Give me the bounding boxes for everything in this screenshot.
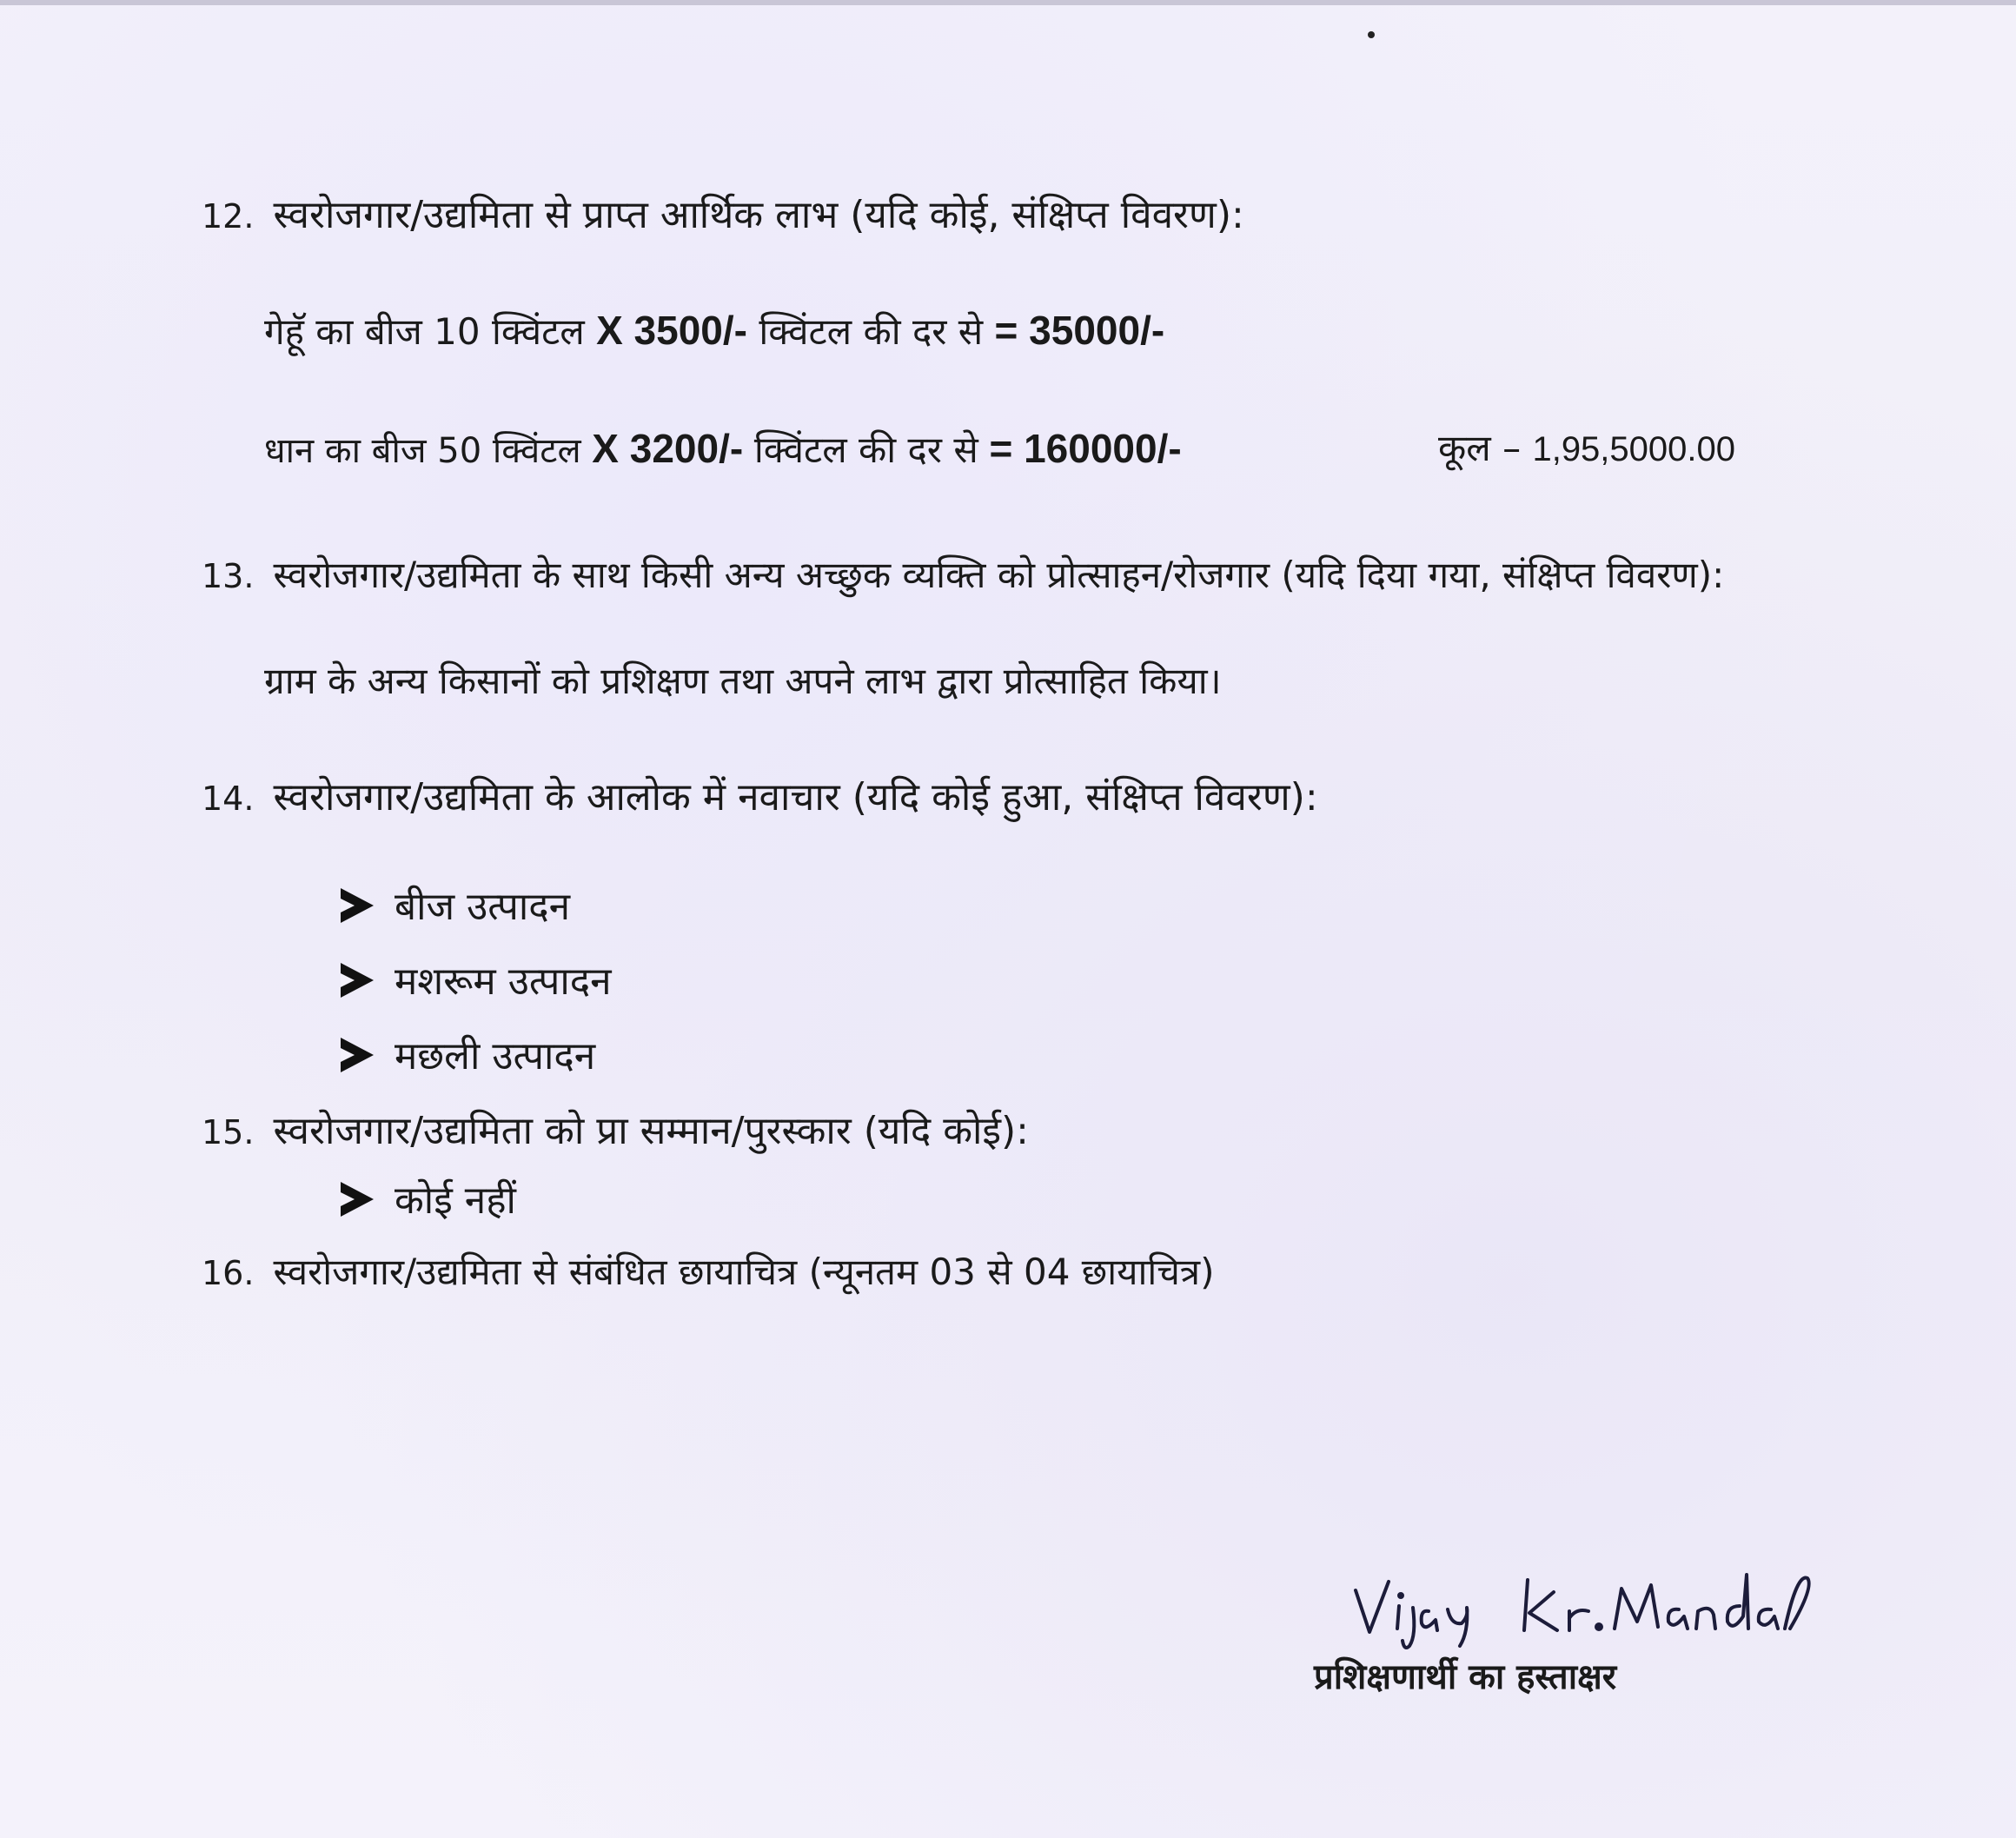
item-13-heading (202, 551, 1724, 601)
total-amount (1438, 424, 1735, 474)
item-12-heading (202, 191, 1244, 241)
item-15-label: स्वरोजगार/उद्यमिता को प्रा‍ सम्मान/पुरस्कार (यदि कोई): (273, 1109, 1029, 1153)
item-16-label: स्वरोजगार/उद्यमिता से संबंधित छायाचित्र (न्यूनतम 03 से 04 छायाचित्र) (273, 1251, 1215, 1293)
wheat-text: गेहूॅ का बीज 10 क्विंटल (264, 310, 585, 353)
handwritten-signature (1345, 1556, 1832, 1651)
ink-dot (1368, 31, 1375, 38)
arrow-bullet-icon (341, 1038, 374, 1072)
item-13-label: स्वरोजगार/उद्यमिता के साथ किसी अन्य अच्छुक व्यक्ति को प्रोत्साहन/रोजगार (यदि दिया गया, संक्षिप्त विवरण): (273, 554, 1725, 596)
arrow-bullet-icon (341, 1182, 374, 1217)
bullet-text: बीज उत्पादन (395, 885, 570, 929)
item-13-number: 13. (202, 557, 255, 595)
innovation-bullet-3 (341, 1032, 595, 1081)
paddy-amount: = 160000/- (989, 426, 1182, 471)
paddy-rate-text: क्विंटल की दर से (753, 428, 978, 471)
bullet-text: मछली उत्पादन (395, 1034, 596, 1078)
paddy-rate: X 3200/- (592, 426, 744, 471)
innovation-bullet-2 (341, 958, 612, 1006)
bullet-text: मशरूम उत्पादन (395, 959, 612, 1004)
item-12-wheat-line (264, 306, 1164, 356)
wheat-amount: = 35000/- (994, 308, 1165, 353)
item-12-number: 12. (202, 197, 255, 236)
item-14-label: स्वरोजगार/उद्यमिता के आलोक में नवाचार (यदि कोई हुआ, संक्षिप्त विवरण): (273, 775, 1318, 819)
award-bullet-1 (341, 1177, 516, 1225)
innovation-bullet-1 (341, 883, 570, 932)
total-label: कूल – (1438, 427, 1522, 469)
item-16-number: 16. (202, 1254, 255, 1292)
item-15-heading (202, 1107, 1029, 1157)
item-15-number: 15. (202, 1113, 255, 1151)
page-top-edge (0, 0, 2016, 5)
item-16-heading (202, 1248, 1214, 1297)
item-12-label: स्वरोजगार/उद्यमिता से प्राप्त आर्थिक लाभ (यदि कोई, संक्षिप्त विवरण): (273, 193, 1244, 237)
wheat-rate-text: क्विंटल की दर से (759, 310, 984, 353)
bullet-text: कोई नहीं (395, 1178, 516, 1223)
wheat-rate: X 3500/- (596, 308, 747, 353)
signature-label: प्रशिक्षणार्थी का हस्ताक्षर (1314, 1657, 1617, 1697)
total-value: 1,95,5000.00 (1532, 430, 1736, 468)
item-14-number: 14. (202, 780, 255, 818)
arrow-bullet-icon (341, 888, 374, 923)
item-14-heading (202, 773, 1318, 823)
item-12-paddy-line (264, 424, 1182, 475)
item-13-answer: ग्राम के अन्य किसानों को प्रशिक्षण तथा अपने लाभ द्वारा प्रोत्साहित किया। (264, 660, 1222, 702)
arrow-bullet-icon (341, 963, 374, 998)
paddy-text: धान का बीज 50 क्विंटल (264, 431, 581, 471)
